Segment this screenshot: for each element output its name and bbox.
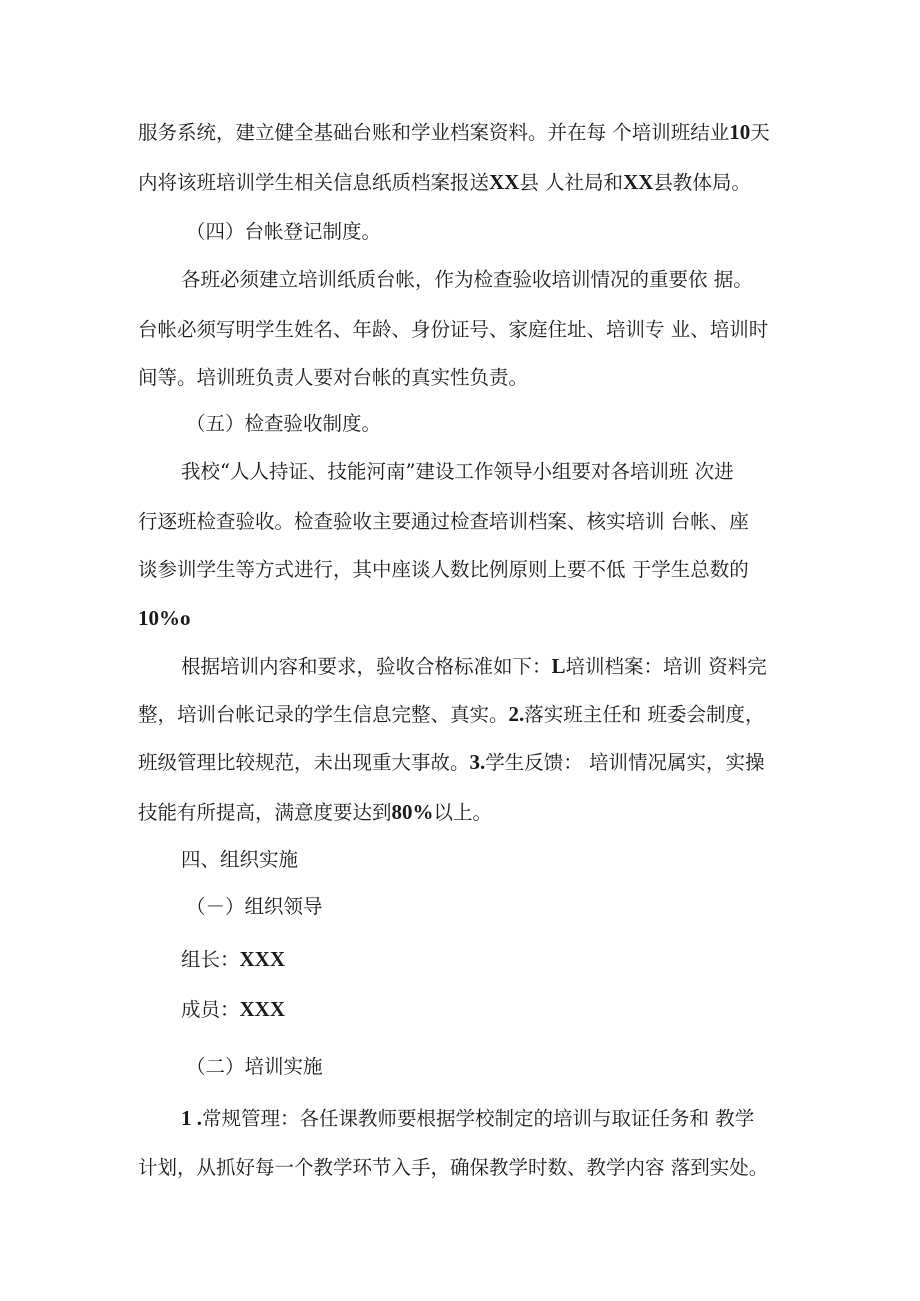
members-line: 成员：XXX bbox=[181, 997, 286, 1021]
paragraph-line: 谈参训学生等方式进行，其中座谈人数比例原则上要不低 于学生总数的 bbox=[138, 558, 749, 581]
subsection-heading: （－）组织领导 bbox=[186, 895, 323, 918]
subsection-heading: （二）培训实施 bbox=[186, 1055, 323, 1078]
paragraph-line: 根据培训内容和要求，验收合格标准如下：L培训档案：培训 资料完 bbox=[181, 654, 767, 678]
section-heading-4: （四）台帐登记制度。 bbox=[186, 220, 382, 243]
section-heading: 四、组织实施 bbox=[181, 848, 299, 871]
paragraph-line: 整，培训台帐记录的学生信息完整、真实。2.落实班主任和 班委会制度， bbox=[138, 702, 765, 726]
paragraph-line: 10%o bbox=[138, 606, 191, 630]
paragraph-line: 班级管理比较规范，未出现重大事故。3.学生反馈： 培训情况属实，实操 bbox=[138, 750, 765, 774]
section-heading-5: （五）检查验收制度。 bbox=[186, 412, 382, 435]
paragraph-line: 台帐必须写明学生姓名、年龄、身份证号、家庭住址、培训专 业、培训时 bbox=[138, 318, 769, 341]
paragraph-line: 服务系统，建立健全基础台账和学业档案资料。并在每 个培训班结业10天 bbox=[138, 120, 770, 144]
paragraph-line: 1 .常规管理：各任课教师要根据学校制定的培训与取证任务和 教学 bbox=[181, 1106, 755, 1130]
paragraph-line: 技能有所提高，满意度要达到80%以上。 bbox=[138, 800, 493, 824]
paragraph-line: 计划，从抓好每一个教学环节入手，确保教学时数、教学内容 落到实处。 bbox=[138, 1156, 769, 1179]
paragraph-line: 间等。培训班负责人要对台帐的真实性负责。 bbox=[138, 366, 529, 389]
paragraph-line: 行逐班检查验收。检查验收主要通过检查培训档案、核实培训 台帐、座 bbox=[138, 510, 749, 533]
paragraph-line: 各班必须建立培训纸质台帐，作为检查验收培训情况的重要依 据。 bbox=[181, 268, 753, 291]
paragraph-line: 内将该班培训学生相关信息纸质档案报送XX县 人社局和XX县教体局。 bbox=[138, 170, 751, 194]
paragraph-line: 我校“人人持证、技能河南”建设工作领导小组要对各培训班 次进 bbox=[181, 460, 734, 483]
leader-line: 组长：XXX bbox=[181, 947, 286, 971]
